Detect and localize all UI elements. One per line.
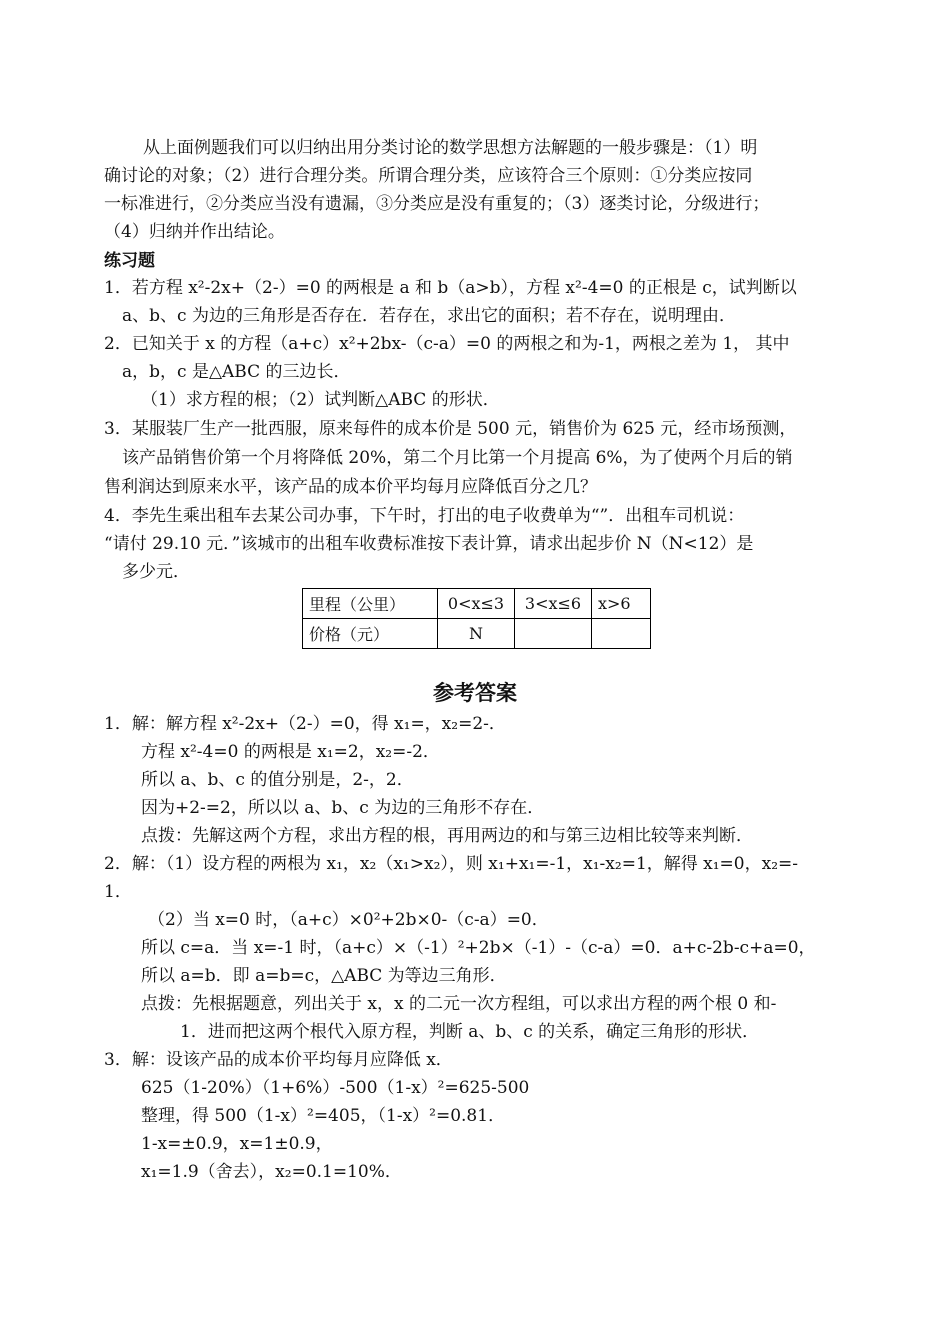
answer-3-line-3: 整理，得 500（1-x）²=405，（1-x）²=0.81．: [141, 1106, 506, 1126]
fare-table-header-cell: 里程（公里）: [303, 589, 438, 619]
fare-table-header-row: [303, 589, 651, 619]
answer-3-line-5: x₁=1.9（舍去），x₂=0.1=10%．: [141, 1162, 402, 1182]
answer-2-line-4: 所以 c=a．当 x=-1 时，（a+c）×（-1）²+2b×（-1）-（c-a）=0．a+c-2b-c+a=0，: [141, 938, 816, 958]
fare-table-cell: 价格（元）: [303, 619, 438, 649]
answers-title: 参考答案: [433, 680, 517, 705]
exercise-3-line-2: 该产品销售价第一个月将降低 20%，第二个月比第一个月提高 6%，为了使两个月后的销: [122, 448, 793, 468]
intro-line-3: 一标准进行，②分类应当没有遗漏，③分类应是没有重复的；（3）逐类讨论，分级进行；: [104, 194, 770, 214]
answer-1-line-1: 1．解：解方程 x²-2x+（2-）=0，得 x₁=，x₂=2-．: [104, 714, 506, 734]
exercise-4-line-3: 多少元．: [122, 562, 190, 582]
exercise-2-line-3: （1）求方程的根；（2）试判断△ABC 的形状．: [141, 390, 500, 410]
answer-3-line-4: 1-x=±0.9，x=1±0.9，: [141, 1134, 333, 1154]
answer-2-line-2: 1．: [104, 882, 132, 902]
exercise-3-line-1: 3．某服装厂生产一批西服，原来每件的成本价是 500 元，销售价为 625 元，经市场预测，: [104, 419, 797, 439]
fare-table-header-cell: x>6: [592, 589, 651, 619]
exercise-1-line-2: a、b、c 为边的三角形是否存在．若存在，求出它的面积；若不存在，说明理由．: [122, 306, 736, 326]
answer-3-line-2: 625（1-20%）（1+6%）-500（1-x）²=625-500: [141, 1078, 530, 1098]
fare-table-cell: [515, 619, 592, 649]
fare-table-cell: N: [438, 619, 515, 649]
exercise-1-line-1: 1．若方程 x²-2x+（2-）=0 的两根是 a 和 b（a>b），方程 x²-4=0 的正根是 c，试判断以: [104, 278, 797, 298]
fare-table-price-row: [303, 619, 651, 649]
answer-1-line-2: 方程 x²-4=0 的两根是 x₁=2，x₂=-2．: [141, 742, 440, 762]
exercise-4-line-2: “请付 29.10 元．”该城市的出租车收费标准按下表计算，请求出起步价 N（N<12）是: [104, 534, 754, 554]
intro-line-4: （4）归纳并作出结论。: [104, 222, 285, 242]
answer-2-line-1: 2．解：（1）设方程的两根为 x₁，x₂（x₁>x₂），则 x₁+x₁=-1，x₁-x₂=1，解得 x₁=0，x₂=-: [104, 854, 799, 874]
answer-1-hint: 点拨：先解这两个方程，求出方程的根，再用两边的和与第三边相比较等来判断．: [141, 826, 753, 846]
fare-table: [302, 588, 651, 649]
intro-line-2: 确讨论的对象；（2）进行合理分类。所谓合理分类，应该符合三个原则：①分类应按同: [104, 166, 753, 186]
intro-line-1: 从上面例题我们可以归纳出用分类讨论的数学思想方法解题的一般步骤是：（1）明: [143, 138, 758, 158]
answer-1-line-4: 因为+2-=2，所以以 a、b、c 为边的三角形不存在．: [141, 798, 545, 818]
answer-2-line-3: （2）当 x=0 时，（a+c）×0²+2b×0-（c-a）=0．: [148, 910, 549, 930]
fare-table-header-cell: 0<x≤3: [438, 589, 515, 619]
exercise-2-line-2: a，b，c 是△ABC 的三边长．: [122, 362, 351, 382]
answer-2-hint-line-2: 1．进而把这两个根代入原方程，判断 a、b、c 的关系，确定三角形的形状．: [180, 1022, 760, 1042]
answer-1-line-3: 所以 a、b、c 的值分别是，2-，2．: [141, 770, 414, 790]
exercises-heading: 练习题: [104, 251, 155, 271]
exercise-2-line-1: 2．已知关于 x 的方程（a+c）x²+2bx-（c-a）=0 的两根之和为-1，两根之差为 1， 其中: [104, 334, 790, 354]
exercise-4-line-1: 4．李先生乘出租车去某公司办事，下午时，打出的电子收费单为“”．出租车司机说：: [104, 506, 745, 526]
answer-2-hint-line-1: 点拨：先根据题意，列出关于 x，x 的二元一次方程组，可以求出方程的两个根 0 和-: [141, 994, 777, 1014]
fare-table-header-cell: 3<x≤6: [515, 589, 592, 619]
answer-2-line-5: 所以 a=b．即 a=b=c，△ABC 为等边三角形．: [141, 966, 507, 986]
answer-3-line-1: 3．解：设该产品的成本价平均每月应降低 x．: [104, 1050, 453, 1070]
fare-table-cell: [592, 619, 651, 649]
exercise-3-line-3: 售利润达到原来水平，该产品的成本价平均每月应降低百分之几？: [104, 477, 597, 497]
